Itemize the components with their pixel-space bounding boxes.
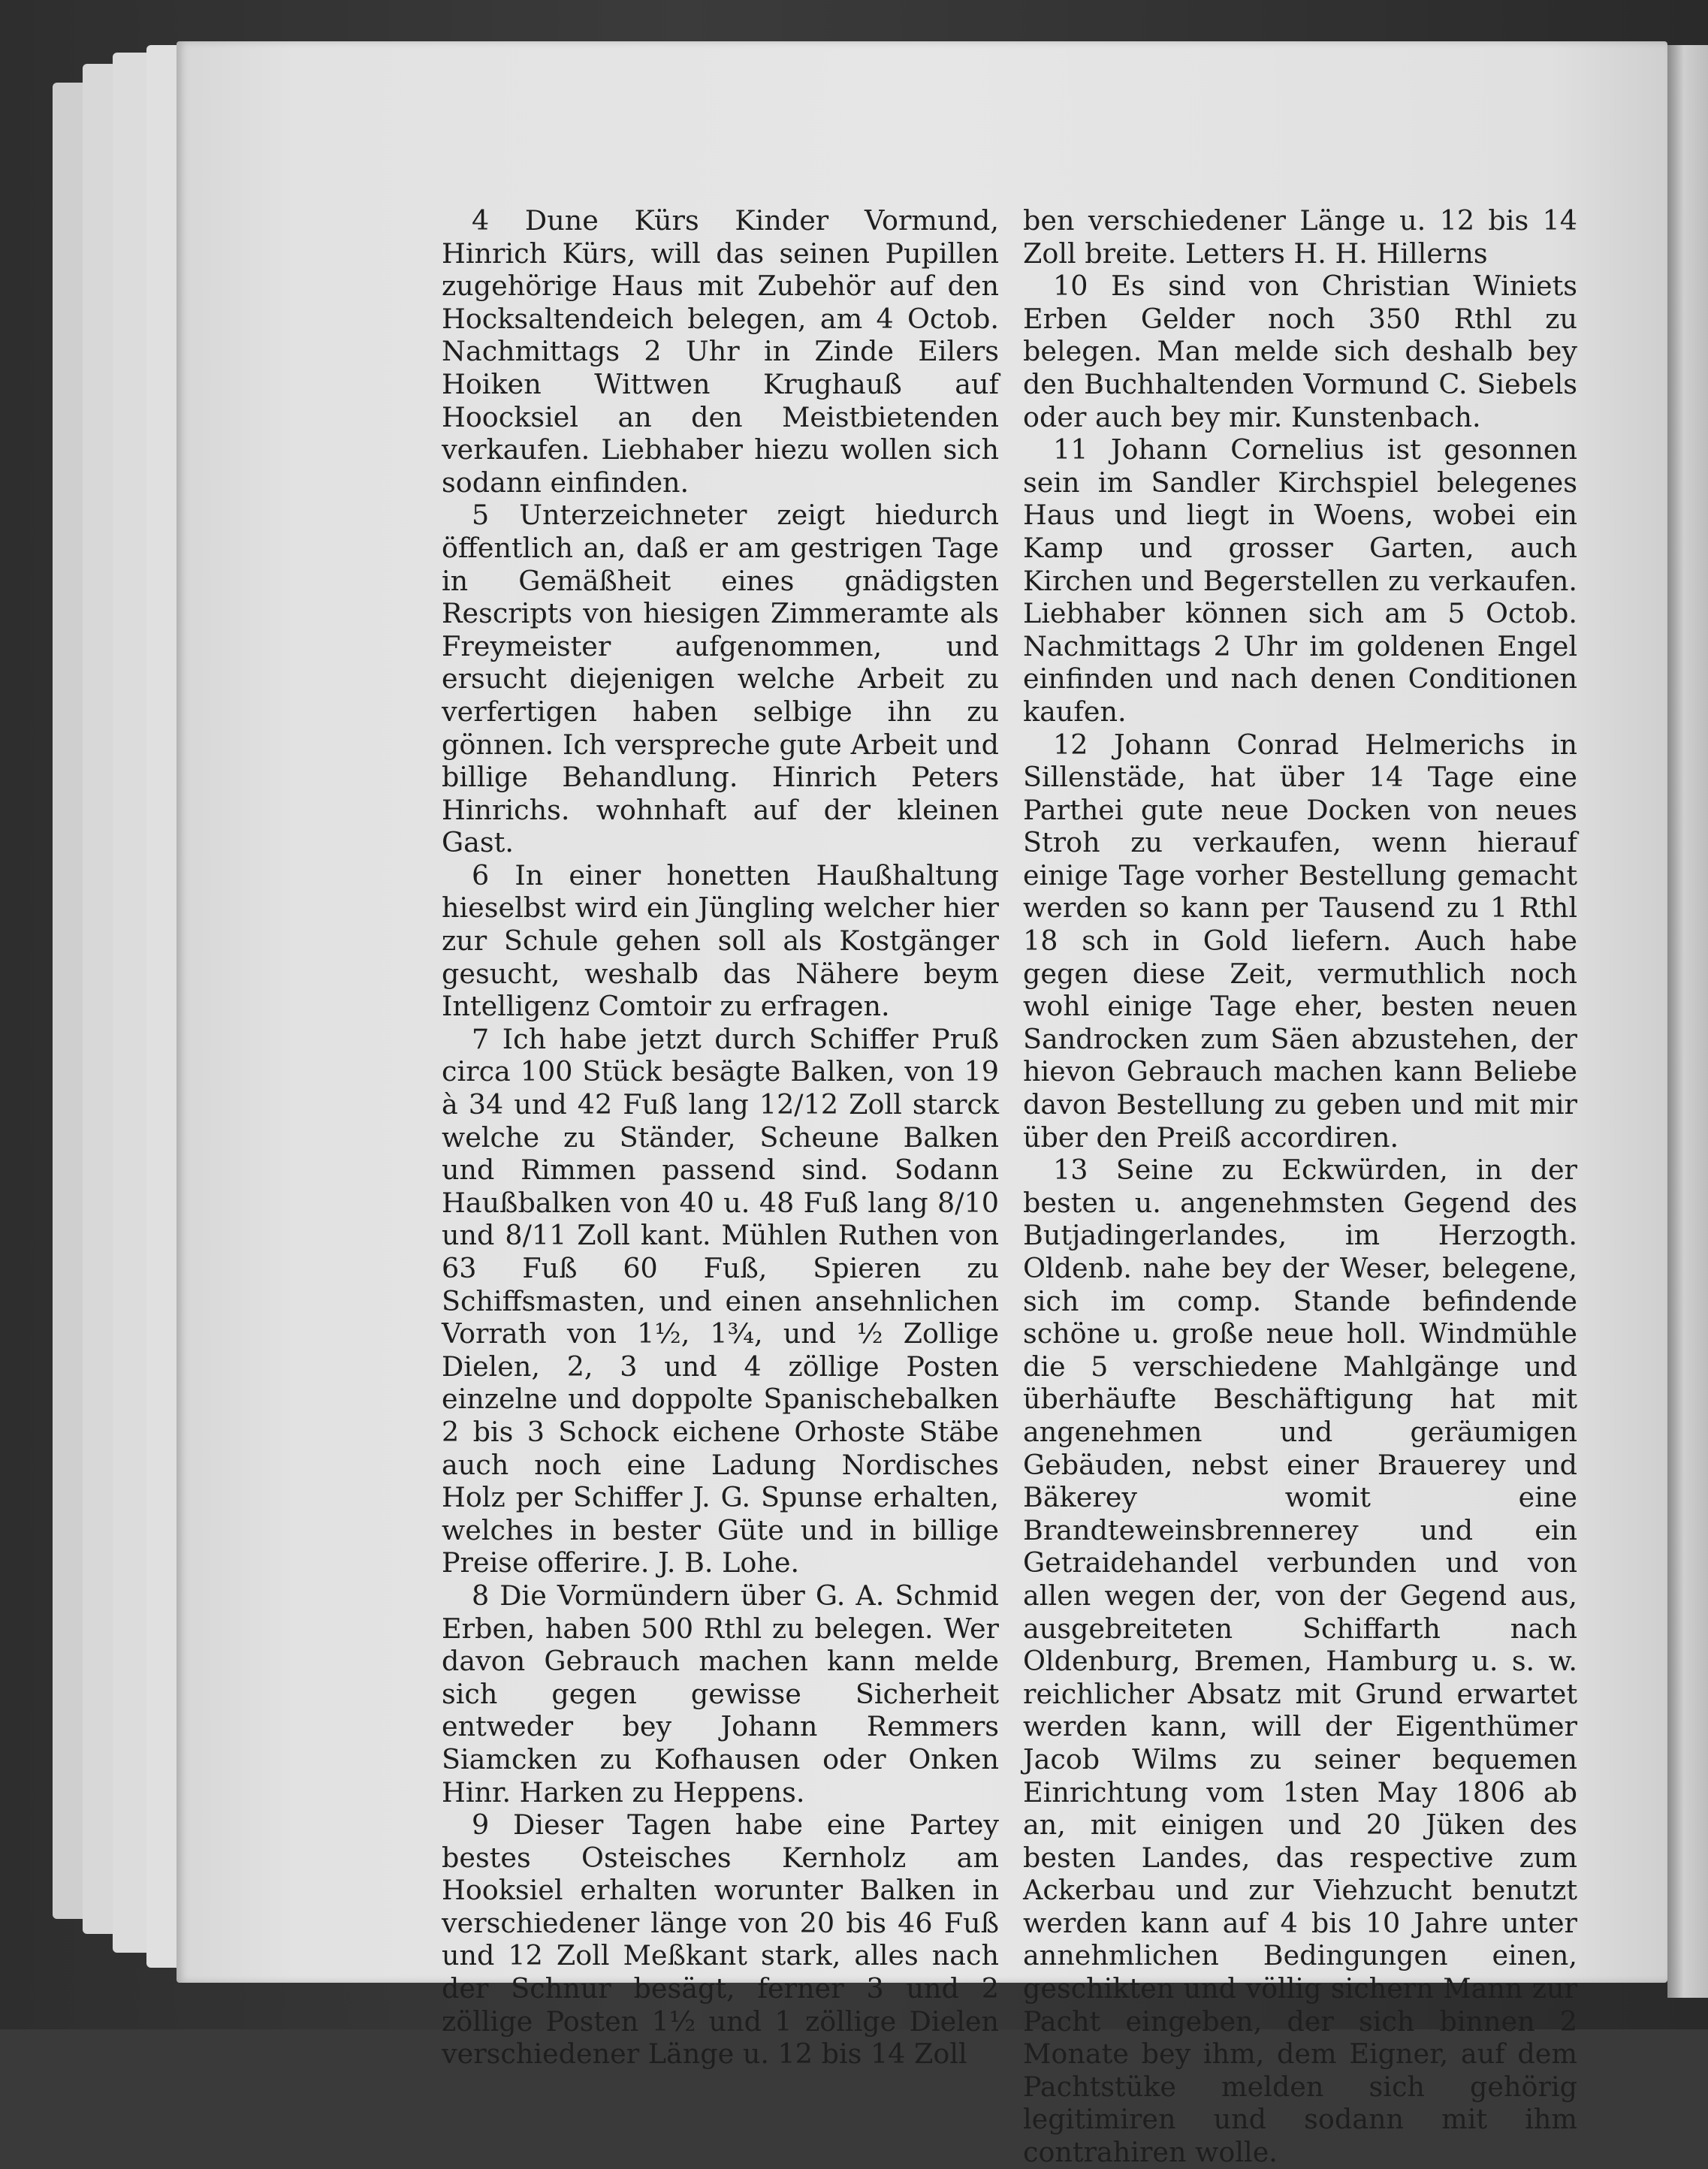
- notice-10: 10 Es sind von Christian Winiets Erben Gelder noch 350 Rthl zu belegen. Man melde sich deshalb bey den Buchhaltenden Vormund C. Siebels oder auch bey mir. Kunstenbach.: [1023, 270, 1577, 433]
- left-column: [442, 204, 999, 2071]
- notice-8: 8 Die Vormündern über G. A. Schmid Erben, haben 500 Rthl zu belegen. Wer davon Gebrauch machen kann melde sich gegen gewisse Sicherheit entweder bey Johann Remmers Siamcken zu Kofhausen oder Onken Hinr. Harken zu Heppens.: [442, 1579, 999, 1809]
- right-column: [1023, 204, 1577, 2169]
- notice-7: 7 Ich habe jetzt durch Schiffer Pruß circa 100 Stück besägte Balken, von 19 à 34 und 42 Fuß lang 12/12 Zoll starck welche zu Ständer, Scheune Balken und Rimmen passend sind. Sodann Haußbalken von 40 u. 48 Fuß lang 8/10 und 8/11 Zoll kant. Mühlen Ruthen von 63 Fuß 60 Fuß, Spieren zu Schiffsmasten, und einen ansehnlichen Vorrath von 1½, 1¾, und ½ Zollige Dielen, 2, 3 und 4 zöllige Posten einzelne und doppolte Spanischebalken 2 bis 3 Schock eichene Orhoste Stäbe auch noch eine Ladung Nordisches Holz per Schiffer J. G. Spunse erhalten, welches in bester Güte und in billige Preise offerire. J. B. Lohe.: [442, 1022, 999, 1579]
- notice-6: 6 In einer honetten Haußhaltung hieselbst wird ein Jüngling welcher hier zur Schule gehen soll als Kostgänger gesucht, weshalb das Nähere beym Intelligenz Comtoir zu erfragen.: [442, 858, 999, 1023]
- notice-13: 13 Seine zu Eckwürden, in der besten u. angenehmsten Gegend des Butjadingerlandes, im Herzogth. Oldenb. nahe bey der Weser, belegene, sich im comp. Stande befindende schöne u. große neue holl. Windmühle die 5 verschiedene Mahlgänge und überhäufte Beschäftigung hat mit angenehmen und geräumigen Gebäuden, nebst einer Brauerey und Bäkerey womit eine Brandteweinsbrennerey und ein Getraidehandel verbunden und von allen wegen der, von der Gegend aus, ausgebreiteten Schiffarth nach Oldenburg, Bremen, Hamburg u. s. w. reichlicher Absatz mit Grund erwartet werden kann, will der Eigenthümer Jacob Wilms zu seiner bequemen Einrichtung vom 1sten May 1806 ab an, mit einigen und 20 Jüken des besten Landes, das respective zum Ackerbau und zur Viehzucht benutzt werden kann auf 4 bis 10 Jahre unter annehmlichen Bedingungen einen, geschikten und völlig sichern Mann zur Pacht eingeben, der sich binnen 2 Monate bey ihm, dem Eigner, auf dem Pachtstüke melden sich gehörig legitimiren und sodann mit ihm contrahiren wolle.: [1023, 1154, 1577, 2169]
- facing-page-edge: [1667, 45, 1708, 1998]
- notice-5: 5 Unterzeichneter zeigt hiedurch öffentlich an, daß er am gestrigen Tage in Gemäßheit eines gnädigsten Rescripts von hiesigen Zimmeramte als Freymeister aufgenommen, und ersucht diejenigen welche Arbeit zu verfertigen haben selbige ihn zu gönnen. Ich verspreche gute Arbeit und billige Behandlung. Hinrich Peters Hinrichs. wohnhaft auf der kleinen Gast.: [442, 499, 999, 859]
- notice-12: 12 Johann Conrad Helmerichs in Sillenstäde, hat über 14 Tage eine Parthei gute neue Docken von neues Stroh zu verkaufen, wenn hierauf einige Tage vorher Bestellung gemacht werden so kann per Tausend zu 1 Rthl 18 sch in Gold liefern. Auch habe gegen diese Zeit, vermuthlich noch wohl einige Tage eher, besten neuen Sandrocken zum Säen abzustehen, der hievon Gebrauch machen kann Beliebe davon Bestellung zu geben und mit mir über den Preiß accordiren.: [1023, 728, 1577, 1154]
- notice-4: 4 Dune Kürs Kinder Vormund, Hinrich Kürs, will das seinen Pupillen zugehörige Haus mit Zubehör auf den Hocksaltendeich belegen, am 4 Octob. Nachmittags 2 Uhr in Zinde Eilers Hoiken Wittwen Krughauß auf Hoocksiel an den Meistbietenden verkaufen. Liebhaber hiezu wollen sich sodann einfinden.: [442, 204, 999, 499]
- notice-11: 11 Johann Cornelius ist gesonnen sein im Sandler Kirchspiel belegenes Haus und liegt in Woens, wobei ein Kamp und grosser Garten, auch Kirchen und Begerstellen zu verkaufen. Liebhaber können sich am 5 Octob. Nachmittags 2 Uhr im goldenen Engel einfinden und nach denen Conditionen kaufen.: [1023, 433, 1577, 728]
- notice-9-continued: ben verschiedener Länge u. 12 bis 14 Zoll breite. Letters H. H. Hillerns: [1023, 204, 1577, 270]
- notice-9: 9 Dieser Tagen habe eine Partey bestes Osteisches Kernholz am Hooksiel erhalten worunter Balken in verschiedener länge von 20 bis 46 Fuß und 12 Zoll Meßkant stark, alles nach der Schnur besägt, ferner 3 und 2 zöllige Posten 1½ und 1 zöllige Dielen verschiedener Länge u. 12 bis 14 Zoll: [442, 1809, 999, 2071]
